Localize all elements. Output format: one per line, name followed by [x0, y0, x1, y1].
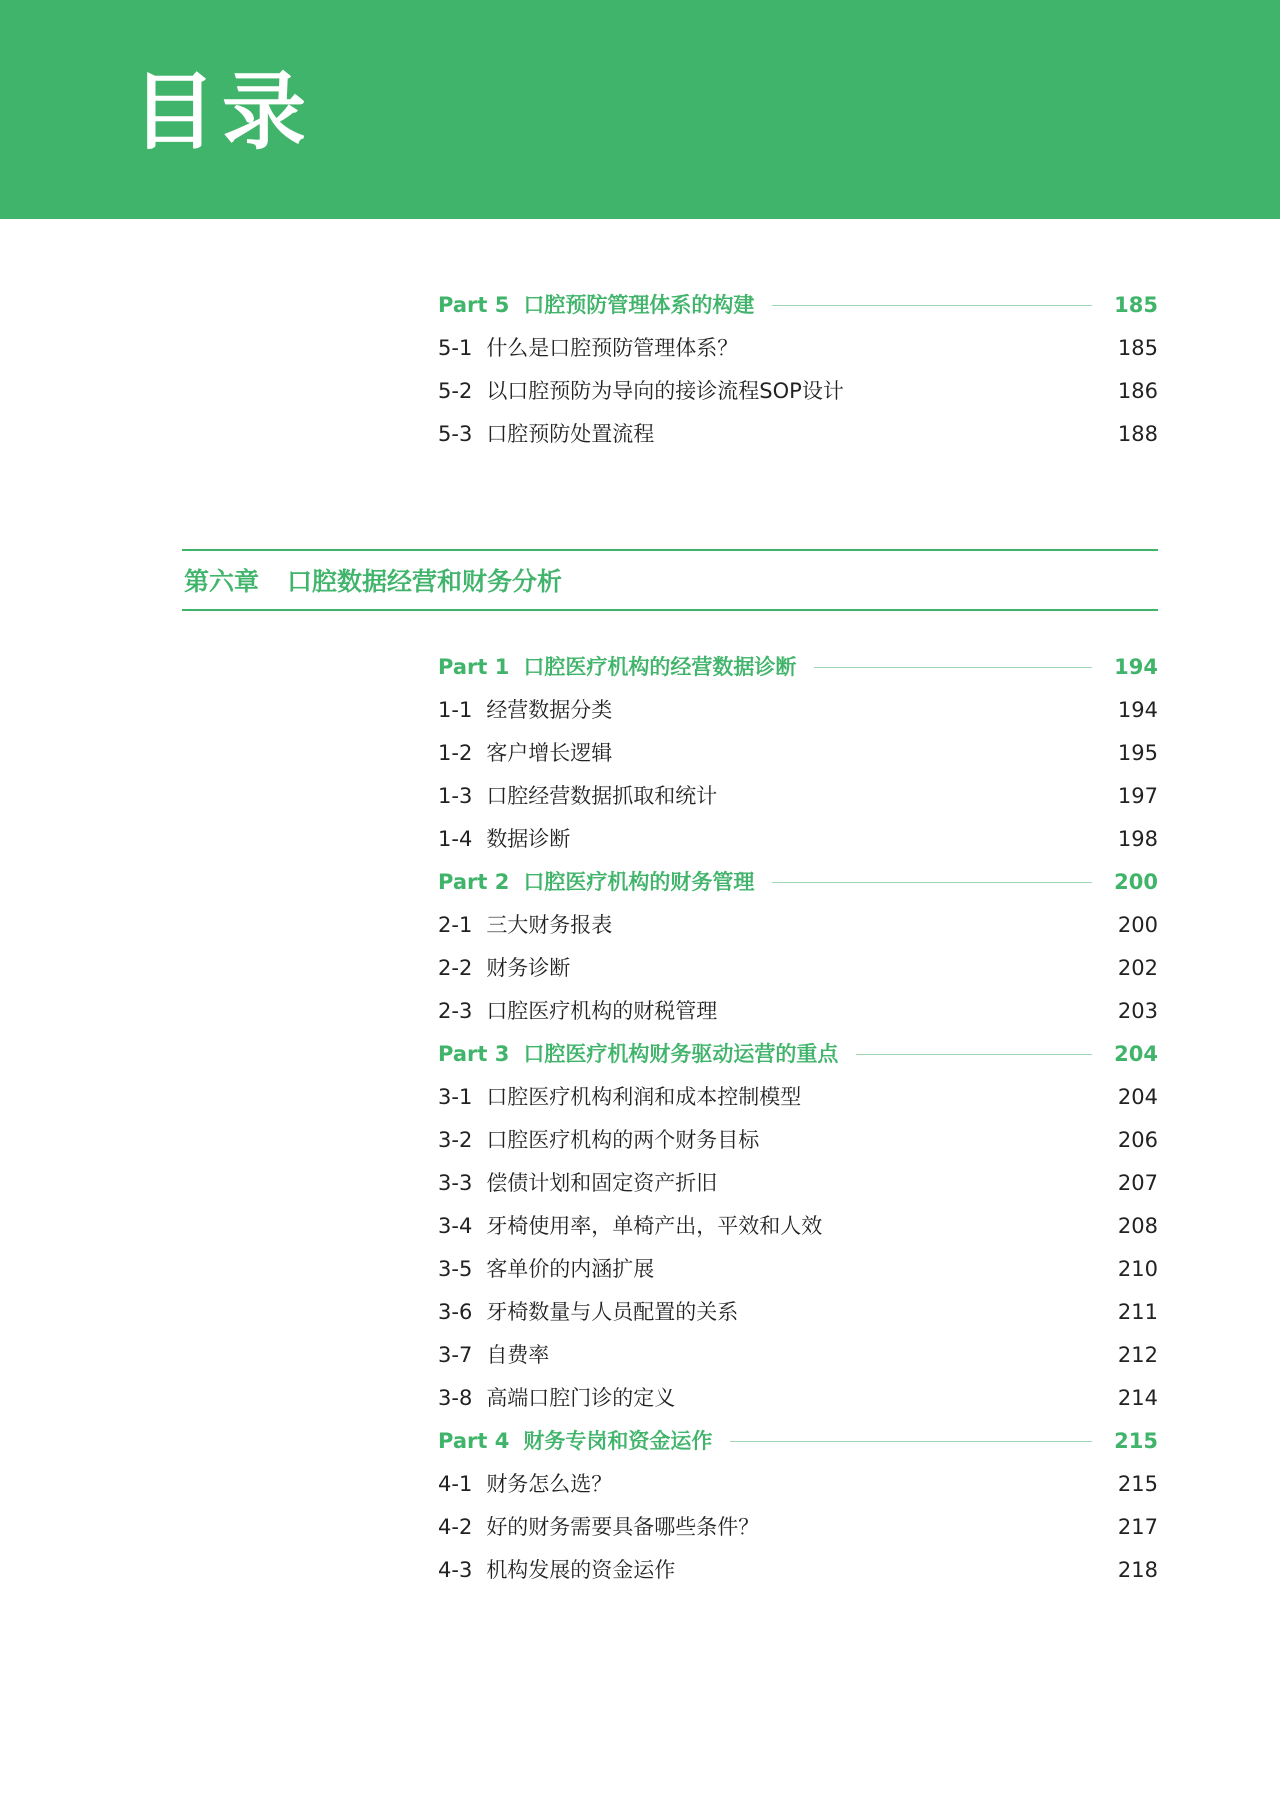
- page-number: 206: [1117, 1128, 1158, 1152]
- entry-number: 5-2: [438, 379, 473, 403]
- entry-number: 2-3: [438, 999, 473, 1023]
- toc-entry[interactable]: [438, 327, 1158, 370]
- divider-rule: [772, 882, 1092, 883]
- toc-entry[interactable]: [438, 1506, 1158, 1549]
- toc-entry[interactable]: [438, 775, 1158, 818]
- chapter-number: 第六章: [184, 567, 260, 596]
- page-number: 207: [1117, 1171, 1158, 1195]
- chapter-title: 口腔数据经营和财务分析: [287, 567, 563, 596]
- chapter-heading[interactable]: [182, 549, 1158, 611]
- toc-section-chapter6: [438, 646, 1158, 1592]
- page-number: 215: [1117, 1472, 1158, 1496]
- toc-part-heading[interactable]: [438, 646, 1158, 689]
- divider-rule: [772, 305, 1092, 306]
- entry-number: 3-3: [438, 1171, 473, 1195]
- toc-part-heading[interactable]: [438, 284, 1158, 327]
- entry-number: 3-5: [438, 1257, 473, 1281]
- toc-entry[interactable]: [438, 947, 1158, 990]
- divider-rule: [730, 1441, 1092, 1442]
- entry-title: 口腔预防管理体系的构建: [523, 293, 755, 317]
- page-number: 186: [1117, 379, 1158, 403]
- page-number: 202: [1117, 956, 1158, 980]
- toc-entry[interactable]: [438, 818, 1158, 861]
- entry-number: Part 4: [438, 1429, 510, 1453]
- entry-number: Part 5: [438, 293, 510, 317]
- entry-number: 3-1: [438, 1085, 473, 1109]
- entry-number: 1-2: [438, 741, 473, 765]
- page-number: 185: [1114, 293, 1158, 317]
- toc-part-heading[interactable]: [438, 1033, 1158, 1076]
- toc-entry[interactable]: [438, 1463, 1158, 1506]
- toc-entry[interactable]: [438, 904, 1158, 947]
- entry-number: Part 1: [438, 655, 510, 679]
- entry-title: 自费率: [486, 1343, 550, 1367]
- toc-entry[interactable]: [438, 413, 1158, 456]
- entry-number: 3-8: [438, 1386, 473, 1410]
- page-number: 208: [1117, 1214, 1158, 1238]
- entry-title: 口腔医疗机构财务驱动运营的重点: [523, 1042, 839, 1066]
- entry-title: 以口腔预防为导向的接诊流程SOP设计: [486, 379, 844, 403]
- entry-title: 口腔经营数据抓取和统计: [486, 784, 718, 808]
- entry-title: 高端口腔门诊的定义: [486, 1386, 676, 1410]
- page-number: 195: [1117, 741, 1158, 765]
- page-number: 217: [1117, 1515, 1158, 1539]
- entry-title: 财务诊断: [486, 956, 571, 980]
- entry-title: 好的财务需要具备哪些条件？: [486, 1515, 760, 1539]
- entry-title: 经营数据分类: [486, 698, 613, 722]
- page-number: 197: [1117, 784, 1158, 808]
- toc-entry[interactable]: [438, 1119, 1158, 1162]
- entry-title: 口腔医疗机构利润和成本控制模型: [486, 1085, 802, 1109]
- page-number: 194: [1114, 655, 1158, 679]
- header-band: [0, 0, 1280, 219]
- toc-entry[interactable]: [438, 1248, 1158, 1291]
- entry-number: 3-6: [438, 1300, 473, 1324]
- page-number: 200: [1117, 913, 1158, 937]
- page-number: 212: [1117, 1343, 1158, 1367]
- entry-title: 口腔预防处置流程: [486, 422, 655, 446]
- entry-number: 3-2: [438, 1128, 473, 1152]
- toc-entry[interactable]: [438, 689, 1158, 732]
- toc-part-heading[interactable]: [438, 861, 1158, 904]
- entry-number: 1-1: [438, 698, 473, 722]
- toc-part-heading[interactable]: [438, 1420, 1158, 1463]
- page-number: 214: [1117, 1386, 1158, 1410]
- page-number: 194: [1117, 698, 1158, 722]
- entry-number: 3-7: [438, 1343, 473, 1367]
- toc-entry[interactable]: [438, 732, 1158, 775]
- page-number: 215: [1114, 1429, 1158, 1453]
- page-number: 204: [1114, 1042, 1158, 1066]
- entry-number: 1-4: [438, 827, 473, 851]
- page-number: 204: [1117, 1085, 1158, 1109]
- entry-number: 4-2: [438, 1515, 473, 1539]
- entry-title: 机构发展的资金运作: [486, 1558, 676, 1582]
- toc-entry[interactable]: [438, 1291, 1158, 1334]
- entry-title: 牙椅使用率，单椅产出，平效和人效: [486, 1214, 823, 1238]
- page-title: 目录: [132, 63, 313, 161]
- entry-title: 三大财务报表: [486, 913, 613, 937]
- page-number: 185: [1117, 336, 1158, 360]
- page-number: 218: [1117, 1558, 1158, 1582]
- toc-entry[interactable]: [438, 1377, 1158, 1420]
- entry-number: Part 2: [438, 870, 510, 894]
- toc-entry[interactable]: [438, 1162, 1158, 1205]
- entry-number: 2-1: [438, 913, 473, 937]
- entry-number: 2-2: [438, 956, 473, 980]
- toc-entry[interactable]: [438, 370, 1158, 413]
- toc-entry[interactable]: [438, 990, 1158, 1033]
- entry-number: Part 3: [438, 1042, 510, 1066]
- entry-title: 数据诊断: [486, 827, 571, 851]
- entry-title: 口腔医疗机构的两个财务目标: [486, 1128, 760, 1152]
- entry-title: 客户增长逻辑: [486, 741, 613, 765]
- entry-number: 5-1: [438, 336, 473, 360]
- toc-entry[interactable]: [438, 1205, 1158, 1248]
- entry-title: 牙椅数量与人员配置的关系: [486, 1300, 739, 1324]
- page-number: 210: [1117, 1257, 1158, 1281]
- entry-number: 1-3: [438, 784, 473, 808]
- entry-title: 口腔医疗机构的财税管理: [486, 999, 718, 1023]
- entry-title: 口腔医疗机构的财务管理: [523, 870, 755, 894]
- page-number: 198: [1117, 827, 1158, 851]
- page-number: 203: [1117, 999, 1158, 1023]
- page-number: 200: [1114, 870, 1158, 894]
- toc-entry[interactable]: [438, 1549, 1158, 1592]
- divider-rule: [814, 667, 1092, 668]
- divider-rule: [856, 1054, 1092, 1055]
- toc-entry[interactable]: [438, 1076, 1158, 1119]
- toc-entry[interactable]: [438, 1334, 1158, 1377]
- entry-number: 4-1: [438, 1472, 473, 1496]
- entry-title: 什么是口腔预防管理体系？: [486, 336, 739, 360]
- entry-title: 财务怎么选？: [486, 1472, 613, 1496]
- page-number: 188: [1117, 422, 1158, 446]
- entry-title: 客单价的内涵扩展: [486, 1257, 655, 1281]
- entry-title: 财务专岗和资金运作: [523, 1429, 713, 1453]
- entry-number: 3-4: [438, 1214, 473, 1238]
- entry-number: 5-3: [438, 422, 473, 446]
- toc-section-part5: [438, 284, 1158, 456]
- entry-title: 偿债计划和固定资产折旧: [486, 1171, 718, 1195]
- entry-number: 4-3: [438, 1558, 473, 1582]
- entry-title: 口腔医疗机构的经营数据诊断: [523, 655, 797, 679]
- page-number: 211: [1117, 1300, 1158, 1324]
